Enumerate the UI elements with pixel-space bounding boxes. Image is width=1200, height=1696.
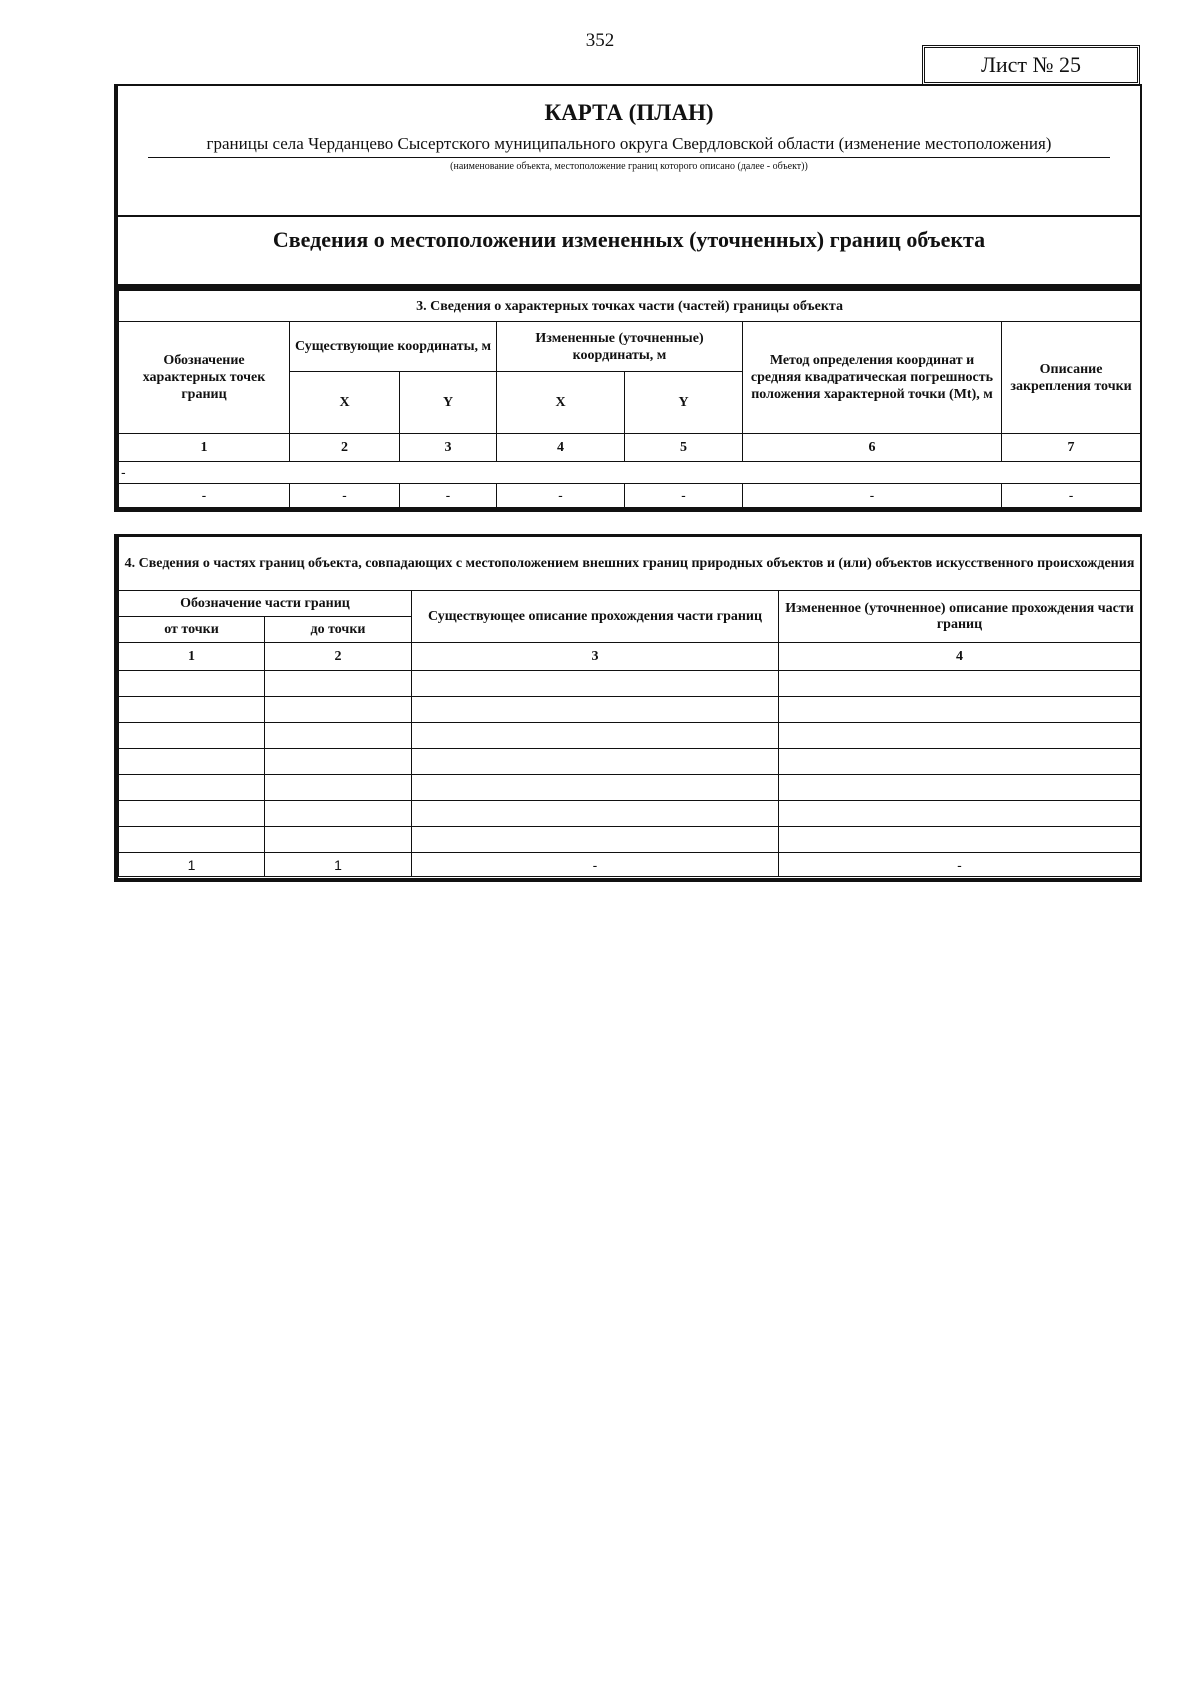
col-number: 5 — [625, 434, 743, 462]
col-number: 3 — [400, 434, 497, 462]
page-number: 352 — [585, 30, 615, 51]
table-cell: 1 — [119, 853, 265, 877]
empty-cell — [779, 723, 1141, 749]
table-cell: - — [400, 484, 497, 508]
map-title: КАРТА (ПЛАН) — [544, 100, 714, 125]
empty-cell — [412, 697, 779, 723]
table-cell: - — [743, 484, 1002, 508]
table-cell: - — [625, 484, 743, 508]
col-number: 1 — [119, 434, 290, 462]
col-designation: Обозначение характерных точек границ — [119, 322, 290, 434]
table-cell: - — [290, 484, 400, 508]
title-block — [114, 84, 1142, 288]
empty-cell — [412, 749, 779, 775]
empty-cell — [779, 801, 1141, 827]
section-3 — [114, 288, 1142, 512]
empty-cell — [119, 749, 265, 775]
table-cell: - — [1002, 484, 1141, 508]
empty-cell — [119, 723, 265, 749]
empty-cell — [119, 775, 265, 801]
col-from-point: от точки — [119, 617, 265, 643]
empty-cell — [265, 801, 412, 827]
empty-cell — [265, 827, 412, 853]
empty-cell — [412, 801, 779, 827]
divider — [118, 215, 1140, 217]
col-existing-description: Существующее описание прохождения части границ — [412, 591, 779, 643]
object-caption: (наименование объекта, местоположение границ которого описано (далее - объект)) — [450, 161, 808, 172]
section-4 — [114, 534, 1142, 882]
section-3-title: 3. Сведения о характерных точках части (частей) границы объекта — [119, 291, 1141, 322]
col-number: 2 — [265, 643, 412, 671]
empty-cell — [412, 827, 779, 853]
empty-cell — [119, 671, 265, 697]
underline — [148, 157, 1110, 158]
empty-cell — [265, 749, 412, 775]
col-number: 7 — [1002, 434, 1141, 462]
merged-row: - — [119, 462, 1141, 484]
col-existing-coords: Существующие координаты, м — [290, 322, 497, 372]
table-cell: - — [412, 853, 779, 877]
col-fixing: Описание закрепления точки — [1002, 322, 1141, 434]
empty-cell — [412, 723, 779, 749]
sheet-number: Лист № 25 — [922, 45, 1140, 85]
object-name: границы села Черданцево Сысертского муниципального округа Свердловской области (изменение местоположения) — [206, 134, 1052, 153]
empty-cell — [119, 827, 265, 853]
col-designation: Обозначение части границ — [119, 591, 412, 617]
empty-cell — [119, 697, 265, 723]
table-cell: 1 — [265, 853, 412, 877]
col-number: 4 — [497, 434, 625, 462]
col-x-changed: X — [497, 372, 625, 434]
col-number: 3 — [412, 643, 779, 671]
col-number: 6 — [743, 434, 1002, 462]
empty-cell — [779, 827, 1141, 853]
empty-cell — [119, 801, 265, 827]
col-to-point: до точки — [265, 617, 412, 643]
col-number: 4 — [779, 643, 1141, 671]
empty-cell — [265, 723, 412, 749]
col-number: 2 — [290, 434, 400, 462]
empty-cell — [265, 775, 412, 801]
empty-cell — [265, 697, 412, 723]
table-cell: - — [497, 484, 625, 508]
section-4-title: 4. Сведения о частях границ объекта, совпадающих с местоположением внешних границ природных объектов и (или) объектов искусственного происхождения — [119, 537, 1141, 591]
empty-cell — [779, 671, 1141, 697]
empty-cell — [779, 775, 1141, 801]
table-cell: - — [779, 853, 1141, 877]
empty-cell — [779, 697, 1141, 723]
col-x-existing: X — [290, 372, 400, 434]
empty-cell — [779, 749, 1141, 775]
col-y-existing: Y — [400, 372, 497, 434]
col-number: 1 — [119, 643, 265, 671]
col-changed-description: Измененное (уточненное) описание прохождения части границ — [779, 591, 1141, 643]
col-changed-coords: Измененные (уточненные) координаты, м — [497, 322, 743, 372]
empty-cell — [265, 671, 412, 697]
section-heading: Сведения о местоположении измененных (уточненных) границ объекта — [272, 227, 986, 252]
col-method: Метод определения координат и средняя квадратическая погрешность положения характерной точки (Mt), м — [743, 322, 1002, 434]
boundary-parts-table — [118, 536, 1141, 877]
col-y-changed: Y — [625, 372, 743, 434]
empty-cell — [412, 671, 779, 697]
points-table — [118, 290, 1141, 508]
table-cell: - — [119, 484, 290, 508]
empty-cell — [412, 775, 779, 801]
